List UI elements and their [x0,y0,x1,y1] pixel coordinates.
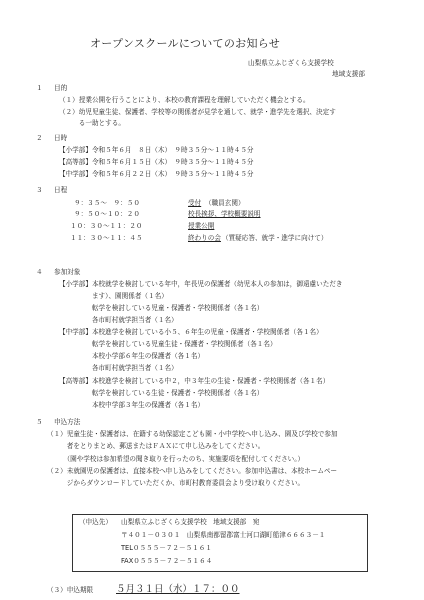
program-label-3: 授業公開 [188,222,215,230]
section-1-item-2: （２）幼児児童生徒、保護者、学校等の関係者が見学を通して、就学・進学先を選択、決定す [59,108,336,116]
apply-line-5: ジからダウンロードしていただくか、市町村教育委員会より受け取りください。 [47,479,305,487]
target-line-4: 各市町村就学担当者（１名） [59,316,178,324]
deadline-value: ５月３１日（水）１７：００ [116,584,240,595]
apply-to-fax: FAX０５５５－７２－５１６４ [121,557,213,565]
target-line-7: 本校小学部６年生の保護者（各１名） [59,352,205,360]
program-time-4: １１：３０～１１：４５ [70,234,143,242]
program-label-4: 終わりの会 [188,234,221,242]
schedule-row-high: 【高等部】令和５年６月１５日（木） ９時３５分～１１時４５分 [59,158,254,166]
section-4-number: ４ [36,268,43,276]
section-3-heading: 日程 [54,186,68,194]
target-line-1: 【小学部】本校就学を検討している年中，年長児の保護者（幼児本人の参加は，御遠慮いただき [59,280,343,288]
program-note-1: （職員玄関） [205,199,245,207]
target-line-2: ます）、園関係者（１名） [59,292,168,300]
program-note-4: （質疑応答、就学・進学に向けて） [222,234,328,242]
program-time-1: ９：３５～ ９：５０ [74,199,140,207]
deadline-label: （３）申込期限 [47,586,94,594]
section-4-heading: 参加対象 [54,268,81,276]
apply-to-tel: TEL０５５５－７２－５１６１ [121,544,212,552]
target-line-11: 本校中学部３年生の保護者（各１名） [59,401,205,409]
section-1-number: １ [36,84,43,92]
section-5-number: ５ [36,418,43,426]
program-label-2: 校長挨拶、学校概要説明 [188,210,261,218]
target-line-10: 転学を検討している生徒・保護者・学校関係者（各１名） [59,389,264,397]
target-line-8: 各市町村就学担当者（１名） [59,364,178,372]
page-title: オープンスクールについてのお知らせ [90,37,281,50]
program-time-3: １０：３０～１１：２０ [70,222,143,230]
school-name: 山梨県立ふじざくら支援学校 [248,59,334,67]
target-line-3: 転学を検討している児童・保護者・学校関係者（各１名） [59,304,264,312]
schedule-row-middle: 【中学部】令和５年６月２２日（木） ９時３５分～１１時４５分 [59,170,254,178]
apply-line-1: （１）児童生徒・保護者は、在籍する幼保認定こども園・小中学校へ申し込み、園及び学校で参加 [47,430,338,438]
apply-line-2: 者をとりまとめ、郵送またはＦＡＸにて申し込みをしてください。 [47,442,265,450]
section-5-heading: 申込方法 [54,418,81,426]
apply-to-label: （申込先） [79,518,112,526]
section-1-item-1: （１）授業公開を行うことにより、本校の教育課程を理解していただく機会とする。 [59,96,310,104]
section-1-item-2-cont: る一助とする。 [59,119,125,127]
apply-to-address: 〒４０１－０３０１ 山梨県南都留郡富士河口湖町船津６６６３－１ [121,531,326,539]
apply-line-4: （２）未就園児の保護者は、直接本校へ申し込みをしてください。参加申込書は、本校ホームペー [47,467,338,475]
section-2-heading: 日時 [54,134,68,142]
program-label-1: 受付 [188,199,202,207]
target-line-9: 【高等部】本校進学を検討している中２，中３年生の生徒・保護者・学校関係者（各１名） [59,377,330,385]
schedule-row-elementary: 【小学部】令和５年６月 ８日（木） ９時３５分～１１時４５分 [59,146,254,154]
section-3-number: ３ [36,186,43,194]
target-line-5: 【中学部】本校進学を検討している小５、６年生の児童・保護者・学校関係者（各１名） [59,328,323,336]
apply-line-3: （園や学校は参加希望の聞き取りを行ったのち、実施要項を配付してください。） [47,455,305,463]
program-time-2: ９：５０～１０：２０ [74,210,140,218]
apply-address-box [72,514,368,572]
section-1-heading: 目的 [54,84,68,92]
department-name: 地域支援部 [332,70,365,78]
section-2-number: ２ [36,134,43,142]
target-line-6: 転学を検討している児童生徒・保護者・学校関係者（各１名） [59,340,277,348]
apply-to-recipient: 山梨県立ふじざくら支援学校 地域支援部 宛 [121,518,260,526]
